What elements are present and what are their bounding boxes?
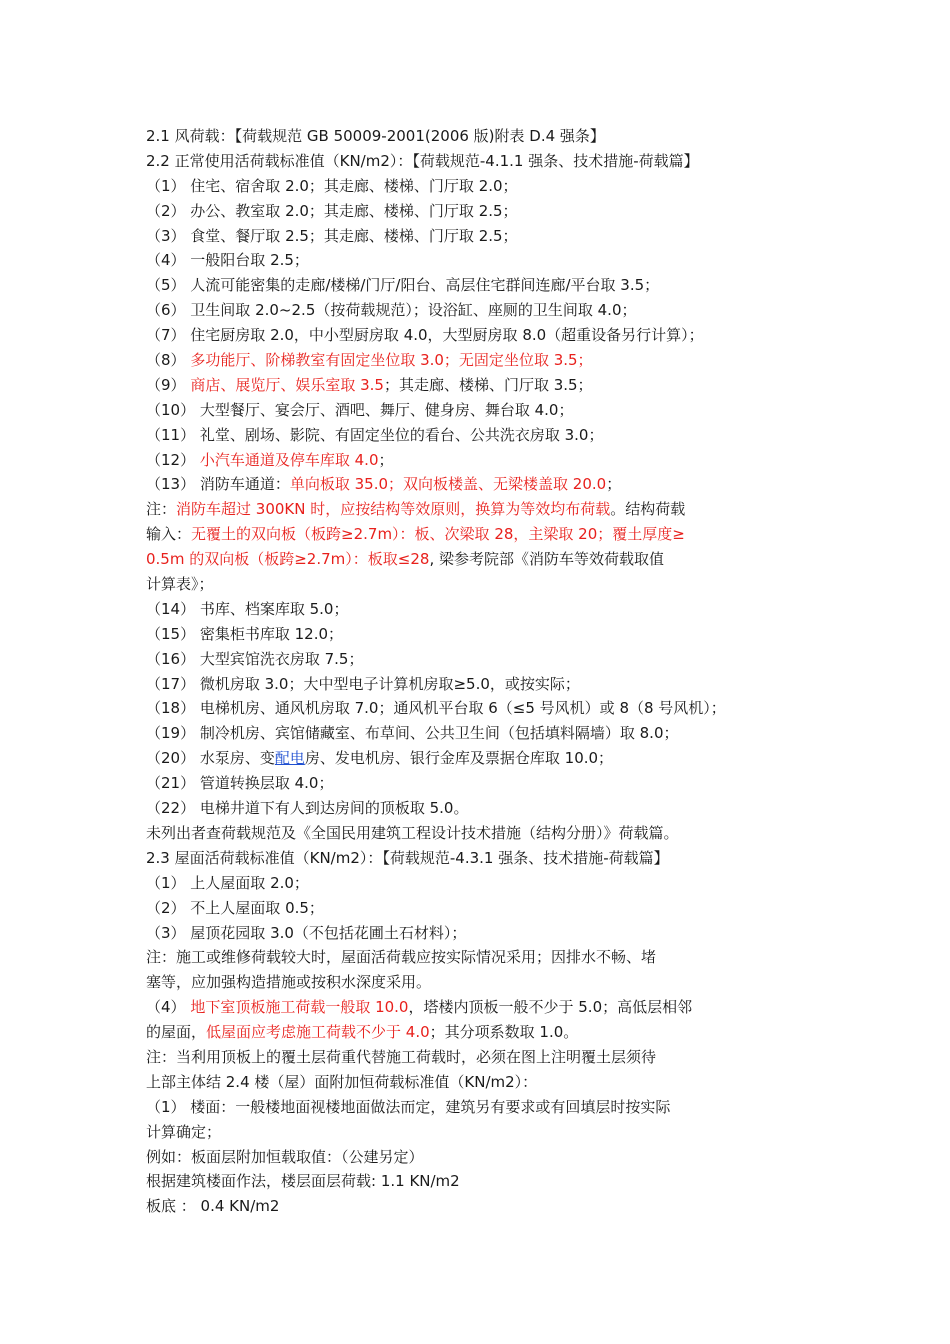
text-line bbox=[146, 248, 806, 273]
text-segment: 上部主体结 2.4 楼（屋）面附加恒荷载标准值（KN/m2）： bbox=[146, 1072, 538, 1091]
text-line bbox=[146, 472, 806, 497]
text-line bbox=[146, 896, 806, 921]
text-line bbox=[146, 846, 806, 871]
text-segment: （8） bbox=[146, 351, 191, 370]
text-line bbox=[146, 298, 806, 323]
text-segment: （19） 制冷机房、宾馆储藏室、布草间、公共卫生间（包括填料隔墙）取 8.0； bbox=[146, 724, 679, 743]
text-segment: （21） 管道转换层取 4.0； bbox=[146, 774, 334, 793]
text-line bbox=[146, 199, 806, 224]
text-segment: , 梁参考院部《消防车等效荷载取值 bbox=[429, 550, 664, 569]
text-line bbox=[146, 323, 806, 348]
text-segment: （3） 食堂、餐厅取 2.5；其走廊、楼梯、门厅取 2.5； bbox=[146, 226, 518, 245]
text-line bbox=[146, 1169, 806, 1194]
text-line bbox=[146, 696, 806, 721]
text-line bbox=[146, 174, 806, 199]
text-segment: 。结构荷载 bbox=[610, 500, 686, 519]
text-segment: （14） 书库、档案库取 5.0； bbox=[146, 599, 349, 618]
text-segment: （22） 电梯井道下有人到达房间的顶板取 5.0。 bbox=[146, 799, 469, 818]
text-line bbox=[146, 995, 806, 1020]
text-segment: （17） 微机房取 3.0；大中型电子计算机房取≥5.0，或按实际； bbox=[146, 674, 580, 693]
document-body bbox=[146, 124, 806, 1219]
text-line bbox=[146, 796, 806, 821]
text-segment: 注：当利用顶板上的覆土层荷重代替施工荷载时，必须在图上注明覆土层须待 bbox=[146, 1047, 657, 1066]
text-line bbox=[146, 1120, 806, 1145]
text-line bbox=[146, 721, 806, 746]
text-line bbox=[146, 597, 806, 622]
text-line bbox=[146, 348, 806, 373]
text-line bbox=[146, 572, 806, 597]
text-line bbox=[146, 1020, 806, 1045]
text-line bbox=[146, 448, 806, 473]
text-segment: 塞等，应加强构造措施或按积水深度采用。 bbox=[146, 973, 432, 992]
text-line bbox=[146, 1045, 806, 1070]
text-segment: （15） 密集柜书库取 12.0； bbox=[146, 624, 344, 643]
text-segment: 2.1 风荷载：【荷载规范 GB 50009-2001(2006 版)附表 D.4 强条】 bbox=[146, 127, 605, 145]
text-line bbox=[146, 224, 806, 249]
highlighted-text: 小汽车通道及停车库取 4.0 bbox=[199, 450, 379, 469]
text-segment: 注：施工或维修荷载较大时，屋面活荷载应按实际情况采用；因排水不畅、堵 bbox=[146, 948, 657, 967]
text-segment: ；其分项系数取 1.0。 bbox=[429, 1023, 579, 1042]
text-segment: （2） 不上人屋面取 0.5； bbox=[146, 898, 324, 917]
text-segment: 2.2 正常使用活荷载标准值（KN/m2）：【荷载规范-4.1.1 强条、技术措施-荷载篇】 bbox=[146, 151, 699, 170]
text-line bbox=[146, 1095, 806, 1120]
text-line bbox=[146, 871, 806, 896]
text-segment: 根据建筑楼面作法，楼层面层荷载: 1.1 KN/m2 bbox=[146, 1172, 460, 1191]
text-segment: 计算表》； bbox=[146, 575, 214, 594]
text-segment: （10） 大型餐厅、宴会厅、酒吧、舞厅、健身房、舞台取 4.0； bbox=[146, 400, 574, 419]
text-segment: （7） 住宅厨房取 2.0，中小型厨房取 4.0，大型厨房取 8.0（超重设备另行计算）； bbox=[146, 326, 704, 345]
text-segment: （1） 住宅、宿舍取 2.0；其走廊、楼梯、门厅取 2.0； bbox=[146, 176, 518, 195]
text-line bbox=[146, 771, 806, 796]
text-segment: （12） bbox=[146, 450, 200, 469]
highlighted-text: 多功能厅、阶梯教室有固定坐位取 3.0；无固定坐位取 3.5； bbox=[190, 351, 593, 370]
text-segment: （4） 一般阳台取 2.5； bbox=[146, 251, 309, 270]
highlighted-text: 地下室顶板施工荷载一般取 10.0 bbox=[190, 998, 409, 1017]
text-segment: （13） 消防车通道： bbox=[146, 475, 290, 494]
text-segment: 的屋面， bbox=[146, 1023, 207, 1042]
text-segment: 未列出者查荷载规范及《全国民用建筑工程设计技术措施（结构分册）》荷载篇。 bbox=[146, 823, 679, 842]
text-segment: （18） 电梯机房、通风机房取 7.0；通风机平台取 6（≤5 号风机）或 8（8 号风机）； bbox=[146, 699, 726, 718]
text-segment: （5） 人流可能密集的走廊/楼梯/门厅/阳台、高层住宅群间连廊/平台取 3.5； bbox=[146, 276, 660, 295]
text-line bbox=[146, 921, 806, 946]
text-line bbox=[146, 547, 806, 572]
text-line bbox=[146, 373, 806, 398]
highlighted-text: 无覆土的双向板（板跨≥2.7m）：板、次梁取 28，主梁取 20；覆土厚度≥ bbox=[191, 525, 685, 544]
text-line bbox=[146, 497, 806, 522]
text-segment: （16） 大型宾馆洗衣房取 7.5； bbox=[146, 649, 364, 668]
text-line bbox=[146, 522, 806, 547]
text-segment: ； bbox=[606, 475, 622, 494]
text-segment: 房、发电机房、银行金库及票据仓库取 10.0； bbox=[304, 749, 614, 768]
text-segment: ，塔楼内顶板一般不少于 5.0；高低层相邻 bbox=[408, 998, 693, 1017]
hyperlink[interactable]: 配电 bbox=[274, 749, 305, 768]
text-segment: ；其走廊、楼梯、门厅取 3.5； bbox=[383, 375, 593, 394]
text-line bbox=[146, 821, 806, 846]
text-segment: （4） bbox=[146, 998, 191, 1017]
text-line bbox=[146, 1070, 806, 1095]
text-line bbox=[146, 647, 806, 672]
text-segment: 2.3 屋面活荷载标准值（KN/m2）：【荷载规范-4.3.1 强条、技术措施-荷载篇】 bbox=[146, 848, 669, 867]
text-segment: 计算确定； bbox=[146, 1122, 222, 1141]
text-segment: ； bbox=[378, 450, 394, 469]
text-line bbox=[146, 398, 806, 423]
text-line bbox=[146, 273, 806, 298]
text-line bbox=[146, 1145, 806, 1170]
text-segment: （9） bbox=[146, 375, 191, 394]
text-segment: （20） 水泵房、变 bbox=[146, 749, 275, 768]
highlighted-text: 0.5m 的双向板（板跨≥2.7m）：板取≤28 bbox=[146, 550, 430, 569]
text-segment: （6） 卫生间取 2.0~2.5（按荷载规范）；设浴缸、座厕的卫生间取 4.0； bbox=[146, 301, 637, 320]
highlighted-text: 商店、展览厅、娱乐室取 3.5 bbox=[190, 375, 384, 394]
text-line bbox=[146, 672, 806, 697]
text-segment: 板底 ： 0.4 KN/m2 bbox=[146, 1197, 280, 1216]
text-line bbox=[146, 622, 806, 647]
highlighted-text: 低屋面应考虑施工荷载不少于 4.0 bbox=[206, 1023, 430, 1042]
text-line bbox=[146, 423, 806, 448]
text-segment: （3） 屋顶花园取 3.0（不包括花圃土石材料）； bbox=[146, 923, 467, 942]
highlighted-text: 单向板取 35.0；双向板楼盖、无梁楼盖取 20.0 bbox=[289, 475, 607, 494]
text-line bbox=[146, 746, 806, 771]
text-line bbox=[146, 970, 806, 995]
text-line bbox=[146, 1194, 806, 1219]
text-line bbox=[146, 945, 806, 970]
text-line bbox=[146, 149, 806, 174]
text-segment: （1） 楼面：一般楼地面视楼地面做法而定，建筑另有要求或有回填层时按实际 bbox=[146, 1097, 671, 1116]
text-segment: （1） 上人屋面取 2.0； bbox=[146, 873, 309, 892]
text-line bbox=[146, 124, 806, 149]
text-segment: 注： bbox=[146, 500, 177, 519]
highlighted-text: 消防车超过 300KN 时，应按结构等效原则，换算为等效均布荷载 bbox=[176, 500, 611, 519]
text-segment: （2） 办公、教室取 2.0；其走廊、楼梯、门厅取 2.5； bbox=[146, 201, 518, 220]
text-segment: 输入： bbox=[146, 525, 192, 544]
text-segment: 例如：板面层附加恒载取值：（公建另定） bbox=[146, 1147, 424, 1166]
text-segment: （11） 礼堂、剧场、影院、有固定坐位的看台、公共洗衣房取 3.0； bbox=[146, 425, 604, 444]
